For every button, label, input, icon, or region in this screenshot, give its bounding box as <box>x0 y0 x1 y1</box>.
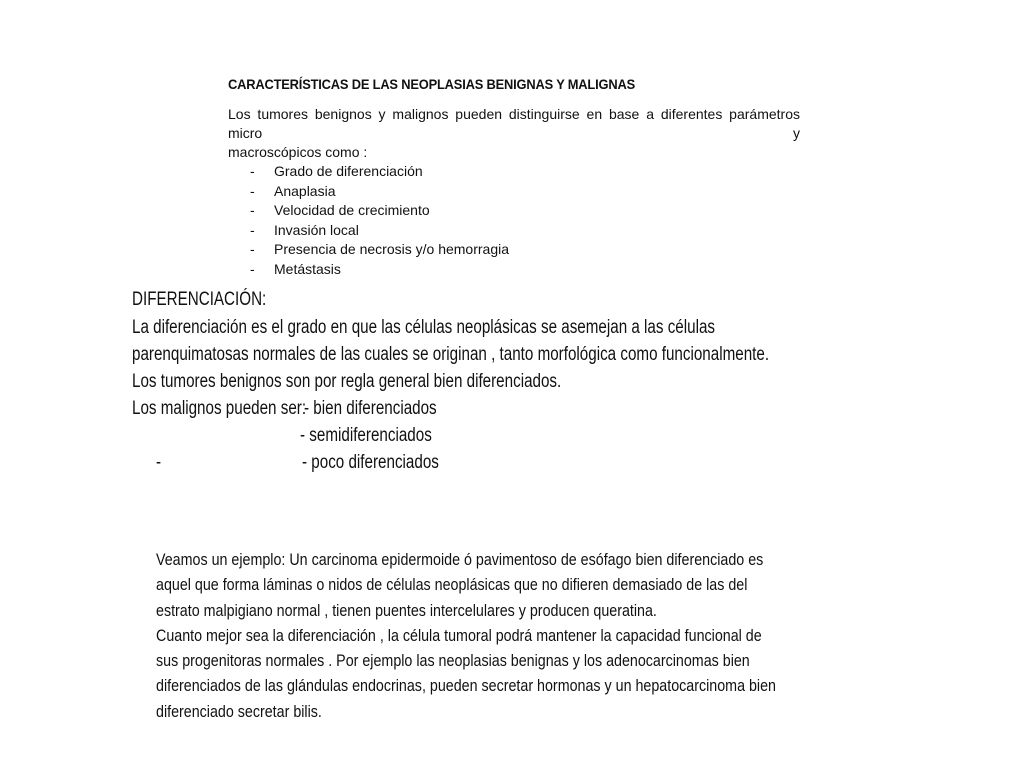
list-item <box>228 182 818 202</box>
malignant-subtype: - bien diferenciados <box>304 398 437 419</box>
list-item <box>228 260 818 280</box>
parameter-list <box>228 162 818 279</box>
example-section <box>156 547 836 724</box>
malignant-label: Los malignos pueden ser: <box>132 398 307 419</box>
list-item <box>228 201 818 221</box>
malignant-subtype: - semidiferenciados <box>300 425 432 446</box>
list-item <box>228 221 818 241</box>
list-item <box>228 240 818 260</box>
list-dash: - <box>250 202 255 218</box>
list-dash: - <box>250 163 255 179</box>
example-line: sus progenitoras normales . Por ejemplo las neoplasias benignas y los adenocarcinomas bien <box>156 651 750 671</box>
list-item-text: Metástasis <box>274 260 341 277</box>
differentiation-section <box>132 286 928 422</box>
list-item <box>228 162 818 182</box>
example-line: diferenciado secretar bilis. <box>156 701 322 721</box>
intro-paragraph-line1: Los tumores benignos y malignos pueden distinguirse en base a diferentes parámetros micro y <box>228 106 800 141</box>
list-dash: - <box>250 241 255 257</box>
differentiation-heading: DIFERENCIACIÓN: <box>132 289 267 310</box>
intro-paragraph-line2: macroscópicos como : <box>228 144 368 160</box>
list-item-text: Presencia de necrosis y/o hemorragia <box>274 241 510 257</box>
list-item-text: Grado de diferenciación <box>274 163 423 179</box>
list-dash: - <box>250 221 255 238</box>
list-item-text: Anaplasia <box>274 182 336 199</box>
list-item-text: Invasión local <box>274 221 359 238</box>
list-dash: - <box>250 260 255 277</box>
characteristics-section <box>228 76 818 279</box>
example-line: estrato malpigiano normal , tienen puentes intercelulares y producen queratina. <box>156 600 657 620</box>
example-line: Veamos un ejemplo: Un carcinoma epidermoide ó pavimentoso de esófago bien diferenciado es <box>156 550 764 569</box>
section-title: CARACTERÍSTICAS DE LAS NEOPLASIAS BENIGNAS Y MALIGNAS <box>228 76 635 92</box>
malignant-subtype: - poco diferenciados <box>302 452 439 473</box>
differentiation-line: Los tumores benignos son por regla general bien diferenciados. <box>132 371 562 392</box>
list-item-text: Velocidad de crecimiento <box>274 202 430 218</box>
differentiation-line: parenquimatosas normales de las cuales se originan , tanto morfológica como funcionalmente. <box>132 344 770 365</box>
list-dash: - <box>250 182 255 199</box>
stray-dash: - <box>156 452 162 473</box>
example-line: diferenciados de las glándulas endocrinas, pueden secretar hormonas y un hepatocarcinoma bien <box>156 676 776 696</box>
differentiation-line: La diferenciación es el grado en que las células neoplásicas se asemejan a las células <box>132 317 716 338</box>
example-line: Cuanto mejor sea la diferenciación , la célula tumoral podrá mantener la capacidad funcional de <box>156 625 762 645</box>
example-line: aquel que forma láminas o nidos de células neoplásicas que no difieren demasiado de las del <box>156 575 748 595</box>
